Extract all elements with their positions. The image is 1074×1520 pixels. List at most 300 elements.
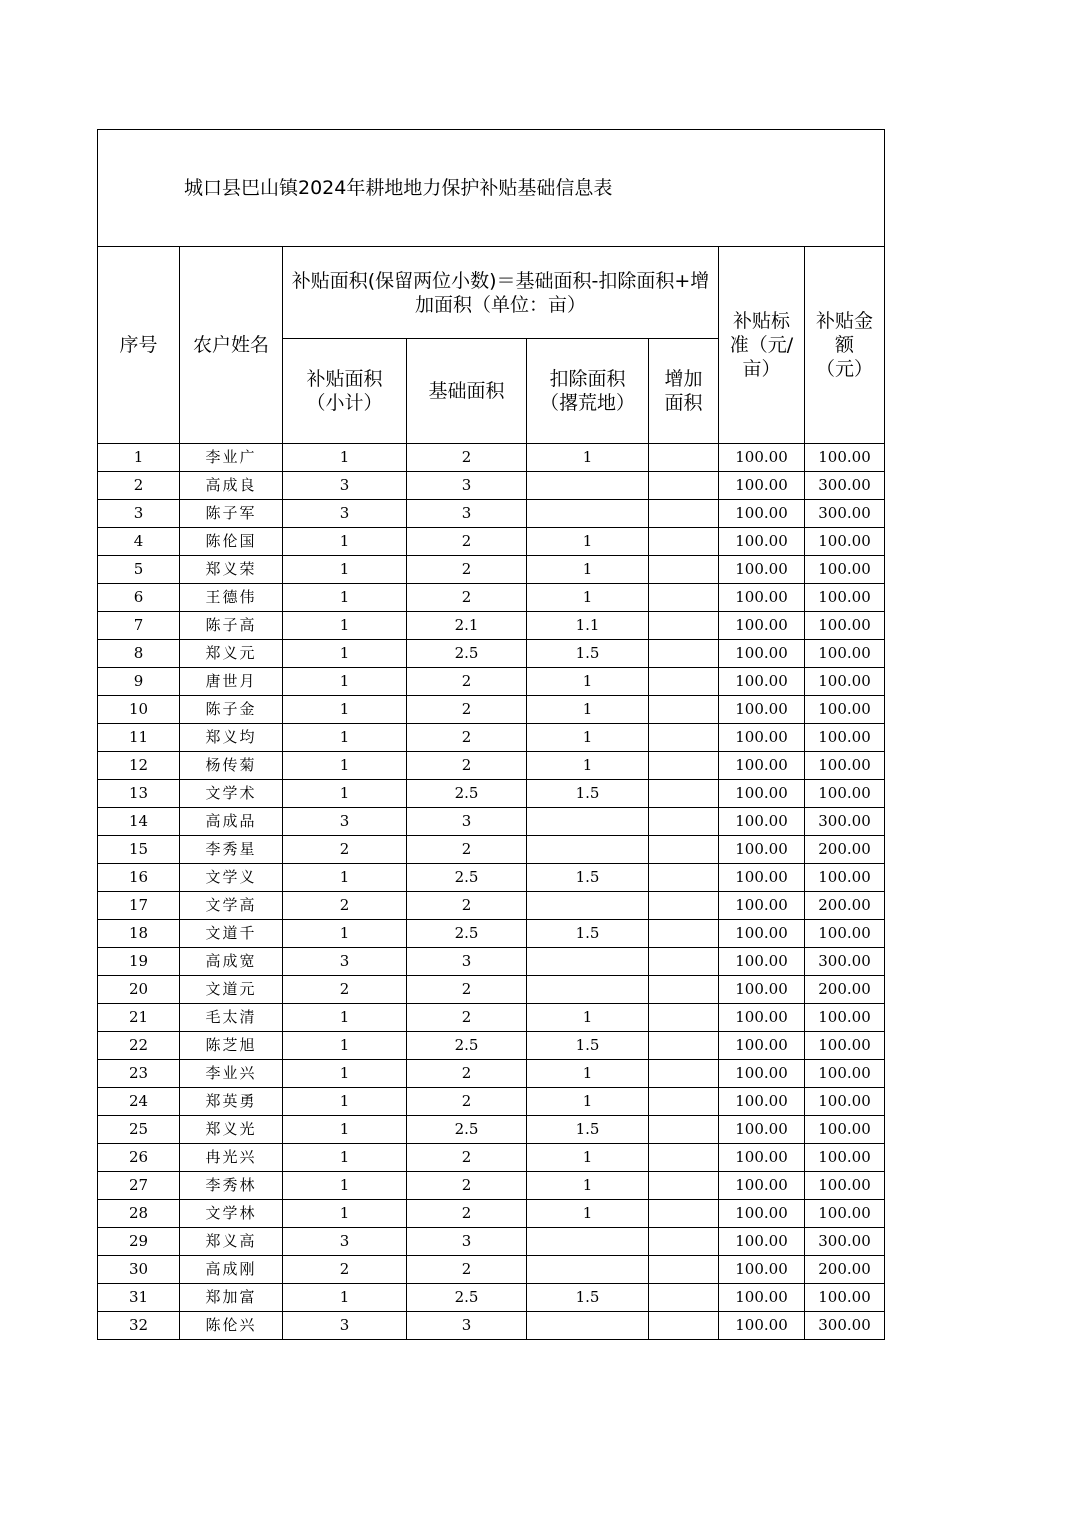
table-row — [98, 836, 885, 864]
subsidy-amount-cell: 100.00 — [805, 584, 885, 612]
added-area-cell — [649, 948, 719, 976]
added-area-cell — [649, 640, 719, 668]
subsidy-standard-cell: 100.00 — [719, 1284, 805, 1312]
farmer-name-cell: 陈子高 — [180, 612, 283, 640]
added-area-cell — [649, 780, 719, 808]
deduct-area-cell: 1.5 — [527, 780, 649, 808]
seq-cell: 5 — [98, 556, 180, 584]
header-amount — [805, 247, 885, 444]
seq-cell: 23 — [98, 1060, 180, 1088]
added-area-cell — [649, 1032, 719, 1060]
table-row — [98, 1116, 885, 1144]
subsidy-standard-cell: 100.00 — [719, 780, 805, 808]
table-row — [98, 1032, 885, 1060]
table-row — [98, 948, 885, 976]
base-area-cell: 3 — [407, 1312, 527, 1340]
subtotal-area-cell: 1 — [283, 528, 407, 556]
subsidy-amount-cell: 200.00 — [805, 892, 885, 920]
subsidy-standard-cell: 100.00 — [719, 1144, 805, 1172]
subsidy-standard-cell: 100.00 — [719, 472, 805, 500]
added-area-cell — [649, 1144, 719, 1172]
seq-cell: 30 — [98, 1256, 180, 1284]
added-area-cell — [649, 500, 719, 528]
subsidy-amount-cell: 100.00 — [805, 1060, 885, 1088]
farmer-name-cell: 唐世月 — [180, 668, 283, 696]
subsidy-standard-cell: 100.00 — [719, 920, 805, 948]
header-seq-label: 序号 — [119, 334, 158, 356]
seq-cell: 22 — [98, 1032, 180, 1060]
header-base-label: 基础面积 — [428, 380, 505, 402]
table-title: 城口县巴山镇2024年耕地地力保护补贴基础信息表 — [98, 130, 885, 247]
subsidy-standard-cell: 100.00 — [719, 1060, 805, 1088]
seq-cell: 2 — [98, 472, 180, 500]
base-area-cell: 2 — [407, 724, 527, 752]
subsidy-amount-cell: 100.00 — [805, 612, 885, 640]
deduct-area-cell: 1 — [527, 668, 649, 696]
header-subtotal-label: 补贴面积 （小计） — [306, 368, 383, 414]
seq-cell: 28 — [98, 1200, 180, 1228]
seq-cell: 17 — [98, 892, 180, 920]
subsidy-amount-cell: 100.00 — [805, 1088, 885, 1116]
added-area-cell — [649, 1256, 719, 1284]
added-area-cell — [649, 444, 719, 472]
deduct-area-cell: 1 — [527, 1088, 649, 1116]
added-area-cell — [649, 1116, 719, 1144]
deduct-area-cell: 1 — [527, 1060, 649, 1088]
deduct-area-cell — [527, 976, 649, 1004]
subsidy-amount-cell: 100.00 — [805, 920, 885, 948]
deduct-area-cell — [527, 1312, 649, 1340]
added-area-cell — [649, 1228, 719, 1256]
deduct-area-cell: 1 — [527, 1200, 649, 1228]
deduct-area-cell: 1 — [527, 584, 649, 612]
seq-cell: 25 — [98, 1116, 180, 1144]
seq-cell: 18 — [98, 920, 180, 948]
subsidy-standard-cell: 100.00 — [719, 752, 805, 780]
seq-cell: 16 — [98, 864, 180, 892]
subsidy-amount-cell: 100.00 — [805, 640, 885, 668]
table-row — [98, 500, 885, 528]
farmer-name-cell: 毛太清 — [180, 1004, 283, 1032]
base-area-cell: 2 — [407, 584, 527, 612]
seq-cell: 21 — [98, 1004, 180, 1032]
deduct-area-cell — [527, 1228, 649, 1256]
table-row — [98, 1228, 885, 1256]
subtotal-area-cell: 2 — [283, 836, 407, 864]
farmer-name-cell: 郑义高 — [180, 1228, 283, 1256]
subtotal-area-cell: 1 — [283, 1144, 407, 1172]
subsidy-amount-cell: 100.00 — [805, 864, 885, 892]
deduct-area-cell: 1.5 — [527, 1032, 649, 1060]
deduct-area-cell — [527, 836, 649, 864]
subtotal-area-cell: 1 — [283, 752, 407, 780]
table-row — [98, 444, 885, 472]
farmer-name-cell: 文学义 — [180, 864, 283, 892]
subsidy-standard-cell: 100.00 — [719, 1228, 805, 1256]
deduct-area-cell — [527, 1256, 649, 1284]
base-area-cell: 2 — [407, 752, 527, 780]
table-row — [98, 864, 885, 892]
subtotal-area-cell: 3 — [283, 948, 407, 976]
seq-cell: 31 — [98, 1284, 180, 1312]
base-area-cell: 2 — [407, 556, 527, 584]
table-row — [98, 920, 885, 948]
table-row — [98, 472, 885, 500]
added-area-cell — [649, 892, 719, 920]
subtotal-area-cell: 1 — [283, 780, 407, 808]
subsidy-standard-cell: 100.00 — [719, 1004, 805, 1032]
subsidy-amount-cell: 100.00 — [805, 528, 885, 556]
table-row — [98, 808, 885, 836]
subtotal-area-cell: 1 — [283, 864, 407, 892]
subsidy-standard-cell: 100.00 — [719, 1256, 805, 1284]
subsidy-info-table — [97, 129, 885, 1340]
base-area-cell: 3 — [407, 808, 527, 836]
deduct-area-cell: 1.5 — [527, 864, 649, 892]
farmer-name-cell: 郑义均 — [180, 724, 283, 752]
farmer-name-cell: 李秀星 — [180, 836, 283, 864]
subsidy-standard-cell: 100.00 — [719, 976, 805, 1004]
subsidy-amount-cell: 100.00 — [805, 668, 885, 696]
seq-cell: 9 — [98, 668, 180, 696]
seq-cell: 15 — [98, 836, 180, 864]
subtotal-area-cell: 1 — [283, 1004, 407, 1032]
header-standard — [719, 247, 805, 444]
base-area-cell: 2.5 — [407, 1116, 527, 1144]
subsidy-standard-cell: 100.00 — [719, 724, 805, 752]
subtotal-area-cell: 1 — [283, 556, 407, 584]
subsidy-standard-cell: 100.00 — [719, 808, 805, 836]
base-area-cell: 2 — [407, 1256, 527, 1284]
added-area-cell — [649, 864, 719, 892]
added-area-cell — [649, 1284, 719, 1312]
added-area-cell — [649, 1088, 719, 1116]
table-row — [98, 1284, 885, 1312]
subsidy-amount-cell: 100.00 — [805, 724, 885, 752]
header-deduct — [527, 339, 649, 444]
subsidy-amount-cell: 300.00 — [805, 472, 885, 500]
seq-cell: 24 — [98, 1088, 180, 1116]
subtotal-area-cell: 2 — [283, 1256, 407, 1284]
subsidy-amount-cell: 100.00 — [805, 444, 885, 472]
farmer-name-cell: 李业广 — [180, 444, 283, 472]
deduct-area-cell: 1.5 — [527, 640, 649, 668]
table-row — [98, 1060, 885, 1088]
farmer-name-cell: 郑义荣 — [180, 556, 283, 584]
subsidy-amount-cell: 100.00 — [805, 1200, 885, 1228]
table-row — [98, 668, 885, 696]
header-amount-label: 补贴金 额 （元） — [815, 310, 873, 380]
header-base — [407, 339, 527, 444]
seq-cell: 6 — [98, 584, 180, 612]
subsidy-amount-cell: 100.00 — [805, 1172, 885, 1200]
subtotal-area-cell: 1 — [283, 1284, 407, 1312]
subsidy-standard-cell: 100.00 — [719, 612, 805, 640]
subsidy-standard-cell: 100.00 — [719, 1088, 805, 1116]
subtotal-area-cell: 1 — [283, 1172, 407, 1200]
base-area-cell: 2.5 — [407, 780, 527, 808]
farmer-name-cell: 文道元 — [180, 976, 283, 1004]
subtotal-area-cell: 2 — [283, 976, 407, 1004]
deduct-area-cell: 1 — [527, 556, 649, 584]
table-row — [98, 696, 885, 724]
farmer-name-cell: 王德伟 — [180, 584, 283, 612]
seq-cell: 20 — [98, 976, 180, 1004]
deduct-area-cell: 1.1 — [527, 612, 649, 640]
seq-cell: 32 — [98, 1312, 180, 1340]
subtotal-area-cell: 1 — [283, 724, 407, 752]
table-row — [98, 1312, 885, 1340]
seq-cell: 19 — [98, 948, 180, 976]
added-area-cell — [649, 1200, 719, 1228]
table-row — [98, 584, 885, 612]
subsidy-amount-cell: 200.00 — [805, 976, 885, 1004]
seq-cell: 3 — [98, 500, 180, 528]
subtotal-area-cell: 1 — [283, 1116, 407, 1144]
base-area-cell: 2 — [407, 1060, 527, 1088]
farmer-name-cell: 高成良 — [180, 472, 283, 500]
subsidy-amount-cell: 100.00 — [805, 1004, 885, 1032]
deduct-area-cell: 1 — [527, 752, 649, 780]
subsidy-amount-cell: 100.00 — [805, 1284, 885, 1312]
base-area-cell: 2 — [407, 1088, 527, 1116]
seq-cell: 29 — [98, 1228, 180, 1256]
added-area-cell — [649, 724, 719, 752]
table-row — [98, 780, 885, 808]
deduct-area-cell: 1 — [527, 528, 649, 556]
subsidy-amount-cell: 100.00 — [805, 752, 885, 780]
base-area-cell: 2 — [407, 892, 527, 920]
table-row — [98, 640, 885, 668]
base-area-cell: 2 — [407, 528, 527, 556]
header-deduct-label: 扣除面积 （撂荒地） — [539, 368, 635, 414]
added-area-cell — [649, 528, 719, 556]
subtotal-area-cell: 2 — [283, 892, 407, 920]
subsidy-standard-cell: 100.00 — [719, 528, 805, 556]
subsidy-amount-cell: 100.00 — [805, 1116, 885, 1144]
header-added-label: 增加 面积 — [664, 368, 703, 414]
subtotal-area-cell: 3 — [283, 1312, 407, 1340]
subsidy-amount-cell: 300.00 — [805, 1312, 885, 1340]
subsidy-amount-cell: 200.00 — [805, 1256, 885, 1284]
header-area-group-label: 补贴面积(保留两位小数)＝基础面积-扣除面积+增加面积（单位：亩） — [291, 269, 710, 316]
farmer-name-cell: 陈芝旭 — [180, 1032, 283, 1060]
subtotal-area-cell: 1 — [283, 668, 407, 696]
base-area-cell: 2 — [407, 1200, 527, 1228]
seq-cell: 26 — [98, 1144, 180, 1172]
farmer-name-cell: 郑义光 — [180, 1116, 283, 1144]
subsidy-standard-cell: 100.00 — [719, 1200, 805, 1228]
added-area-cell — [649, 920, 719, 948]
subsidy-standard-cell: 100.00 — [719, 584, 805, 612]
base-area-cell: 2.5 — [407, 920, 527, 948]
added-area-cell — [649, 1060, 719, 1088]
subsidy-standard-cell: 100.00 — [719, 864, 805, 892]
table-row — [98, 1088, 885, 1116]
deduct-area-cell: 1.5 — [527, 1116, 649, 1144]
base-area-cell: 2.5 — [407, 640, 527, 668]
added-area-cell — [649, 668, 719, 696]
farmer-name-cell: 郑加富 — [180, 1284, 283, 1312]
subsidy-standard-cell: 100.00 — [719, 556, 805, 584]
added-area-cell — [649, 584, 719, 612]
subsidy-amount-cell: 100.00 — [805, 1144, 885, 1172]
base-area-cell: 3 — [407, 472, 527, 500]
subtotal-area-cell: 1 — [283, 640, 407, 668]
subsidy-standard-cell: 100.00 — [719, 1032, 805, 1060]
base-area-cell: 2.5 — [407, 864, 527, 892]
header-seq — [98, 247, 180, 444]
table-row — [98, 528, 885, 556]
table-row — [98, 752, 885, 780]
base-area-cell: 2 — [407, 1004, 527, 1032]
subsidy-amount-cell: 300.00 — [805, 948, 885, 976]
subsidy-standard-cell: 100.00 — [719, 444, 805, 472]
farmer-name-cell: 高成品 — [180, 808, 283, 836]
farmer-name-cell: 高成刚 — [180, 1256, 283, 1284]
added-area-cell — [649, 1004, 719, 1032]
table-row — [98, 892, 885, 920]
seq-cell: 8 — [98, 640, 180, 668]
subsidy-standard-cell: 100.00 — [719, 892, 805, 920]
farmer-name-cell: 杨传菊 — [180, 752, 283, 780]
seq-cell: 7 — [98, 612, 180, 640]
base-area-cell: 3 — [407, 948, 527, 976]
added-area-cell — [649, 976, 719, 1004]
table-row — [98, 1144, 885, 1172]
deduct-area-cell — [527, 472, 649, 500]
deduct-area-cell: 1 — [527, 1004, 649, 1032]
farmer-name-cell: 郑英勇 — [180, 1088, 283, 1116]
subsidy-amount-cell: 300.00 — [805, 808, 885, 836]
subsidy-amount-cell: 200.00 — [805, 836, 885, 864]
subsidy-standard-cell: 100.00 — [719, 500, 805, 528]
base-area-cell: 2 — [407, 668, 527, 696]
added-area-cell — [649, 836, 719, 864]
subtotal-area-cell: 1 — [283, 612, 407, 640]
deduct-area-cell: 1 — [527, 696, 649, 724]
header-added — [649, 339, 719, 444]
added-area-cell — [649, 752, 719, 780]
subtotal-area-cell: 3 — [283, 1228, 407, 1256]
added-area-cell — [649, 696, 719, 724]
base-area-cell: 3 — [407, 1228, 527, 1256]
base-area-cell: 2 — [407, 1172, 527, 1200]
deduct-area-cell: 1 — [527, 724, 649, 752]
farmer-name-cell: 文学林 — [180, 1200, 283, 1228]
seq-cell: 27 — [98, 1172, 180, 1200]
farmer-name-cell: 高成宽 — [180, 948, 283, 976]
farmer-name-cell: 李业兴 — [180, 1060, 283, 1088]
subtotal-area-cell: 1 — [283, 1032, 407, 1060]
deduct-area-cell — [527, 500, 649, 528]
seq-cell: 1 — [98, 444, 180, 472]
header-name-label: 农户姓名 — [192, 334, 269, 356]
deduct-area-cell: 1 — [527, 1144, 649, 1172]
subsidy-standard-cell: 100.00 — [719, 1172, 805, 1200]
subtotal-area-cell: 1 — [283, 696, 407, 724]
deduct-area-cell: 1.5 — [527, 920, 649, 948]
farmer-name-cell: 陈伦国 — [180, 528, 283, 556]
added-area-cell — [649, 1172, 719, 1200]
subsidy-standard-cell: 100.00 — [719, 948, 805, 976]
base-area-cell: 2 — [407, 444, 527, 472]
deduct-area-cell: 1.5 — [527, 1284, 649, 1312]
subsidy-amount-cell: 300.00 — [805, 500, 885, 528]
farmer-name-cell: 郑义元 — [180, 640, 283, 668]
deduct-area-cell — [527, 892, 649, 920]
subtotal-area-cell: 1 — [283, 444, 407, 472]
subtotal-area-cell: 1 — [283, 1088, 407, 1116]
subtotal-area-cell: 1 — [283, 1060, 407, 1088]
subsidy-standard-cell: 100.00 — [719, 696, 805, 724]
base-area-cell: 3 — [407, 500, 527, 528]
farmer-name-cell: 李秀林 — [180, 1172, 283, 1200]
subtotal-area-cell: 3 — [283, 808, 407, 836]
subtotal-area-cell: 1 — [283, 1200, 407, 1228]
subtotal-area-cell: 1 — [283, 920, 407, 948]
subsidy-standard-cell: 100.00 — [719, 1116, 805, 1144]
subtotal-area-cell: 3 — [283, 500, 407, 528]
deduct-area-cell — [527, 808, 649, 836]
subsidy-standard-cell: 100.00 — [719, 836, 805, 864]
farmer-name-cell: 陈伦兴 — [180, 1312, 283, 1340]
table-body — [98, 444, 885, 1340]
base-area-cell: 2.1 — [407, 612, 527, 640]
subsidy-amount-cell: 100.00 — [805, 556, 885, 584]
subsidy-standard-cell: 100.00 — [719, 640, 805, 668]
table-row — [98, 556, 885, 584]
header-standard-label: 补贴标 准（元/ 亩） — [729, 310, 794, 380]
subsidy-amount-cell: 300.00 — [805, 1228, 885, 1256]
farmer-name-cell: 陈子金 — [180, 696, 283, 724]
deduct-area-cell: 1 — [527, 444, 649, 472]
seq-cell: 12 — [98, 752, 180, 780]
farmer-name-cell: 文道千 — [180, 920, 283, 948]
base-area-cell: 2.5 — [407, 1284, 527, 1312]
seq-cell: 10 — [98, 696, 180, 724]
farmer-name-cell: 文学术 — [180, 780, 283, 808]
base-area-cell: 2 — [407, 836, 527, 864]
base-area-cell: 2 — [407, 976, 527, 1004]
header-area-group — [283, 247, 719, 339]
added-area-cell — [649, 556, 719, 584]
subsidy-amount-cell: 100.00 — [805, 696, 885, 724]
table-row — [98, 1256, 885, 1284]
base-area-cell: 2.5 — [407, 1032, 527, 1060]
seq-cell: 14 — [98, 808, 180, 836]
deduct-area-cell: 1 — [527, 1172, 649, 1200]
table-row — [98, 612, 885, 640]
seq-cell: 11 — [98, 724, 180, 752]
subsidy-amount-cell: 100.00 — [805, 780, 885, 808]
deduct-area-cell — [527, 948, 649, 976]
table-row — [98, 1172, 885, 1200]
base-area-cell: 2 — [407, 1144, 527, 1172]
added-area-cell — [649, 472, 719, 500]
subtotal-area-cell: 1 — [283, 584, 407, 612]
header-subtotal — [283, 339, 407, 444]
farmer-name-cell: 冉光兴 — [180, 1144, 283, 1172]
subsidy-standard-cell: 100.00 — [719, 1312, 805, 1340]
subsidy-standard-cell: 100.00 — [719, 668, 805, 696]
table-row — [98, 1004, 885, 1032]
added-area-cell — [649, 612, 719, 640]
added-area-cell — [649, 808, 719, 836]
header-name — [180, 247, 283, 444]
table-row — [98, 976, 885, 1004]
table-row — [98, 724, 885, 752]
